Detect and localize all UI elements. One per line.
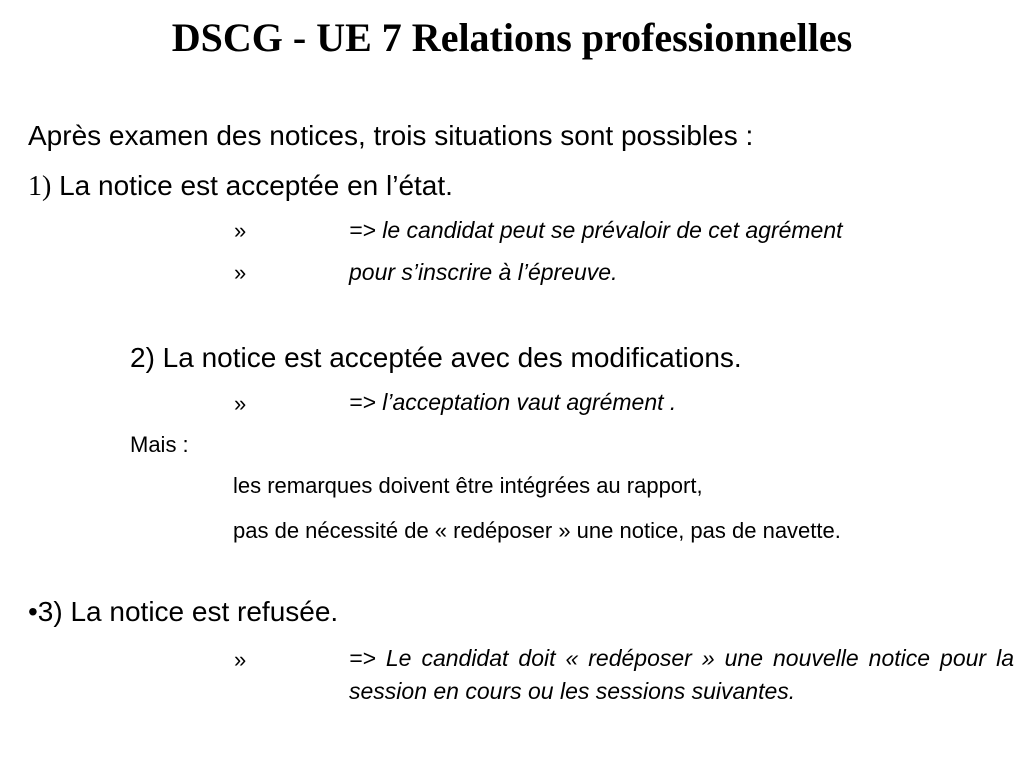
case1-sub2-text: pour s’inscrire à l’épreuve. bbox=[349, 259, 618, 285]
case2-note1: les remarques doivent être intégrées au rapport, bbox=[233, 473, 703, 498]
case1-sub1-bullet: » bbox=[234, 218, 247, 243]
case3-heading: •3) La notice est refusée. bbox=[28, 596, 339, 627]
case2-mais-label: Mais : bbox=[130, 432, 189, 457]
intro-text: Après examen des notices, trois situations sont possibles : bbox=[28, 120, 754, 151]
case3-sub1-bullet: » bbox=[234, 647, 247, 672]
case1-number: 1) bbox=[28, 171, 52, 202]
case2-sub1-bullet: » bbox=[234, 391, 247, 416]
case1-sub2-bullet: » bbox=[234, 260, 247, 285]
case2-sub1-text: => l’acceptation vaut agrément . bbox=[349, 389, 677, 415]
case1-heading-text: La notice est acceptée en l’état. bbox=[59, 170, 453, 201]
case2-heading: 2) La notice est acceptée avec des modifications. bbox=[130, 342, 742, 373]
case1-heading bbox=[28, 170, 453, 203]
case1-sub1-text: => le candidat peut se prévaloir de cet agrément bbox=[349, 217, 843, 243]
case3-sub1-text: => Le candidat doit « redéposer » une nouvelle notice pour la session en cours ou les sessions suivantes. bbox=[349, 645, 1014, 704]
slide-title: DSCG - UE 7 Relations professionnelles bbox=[171, 15, 853, 60]
case2-note2: pas de nécessité de « redéposer » une notice, pas de navette. bbox=[233, 518, 841, 543]
